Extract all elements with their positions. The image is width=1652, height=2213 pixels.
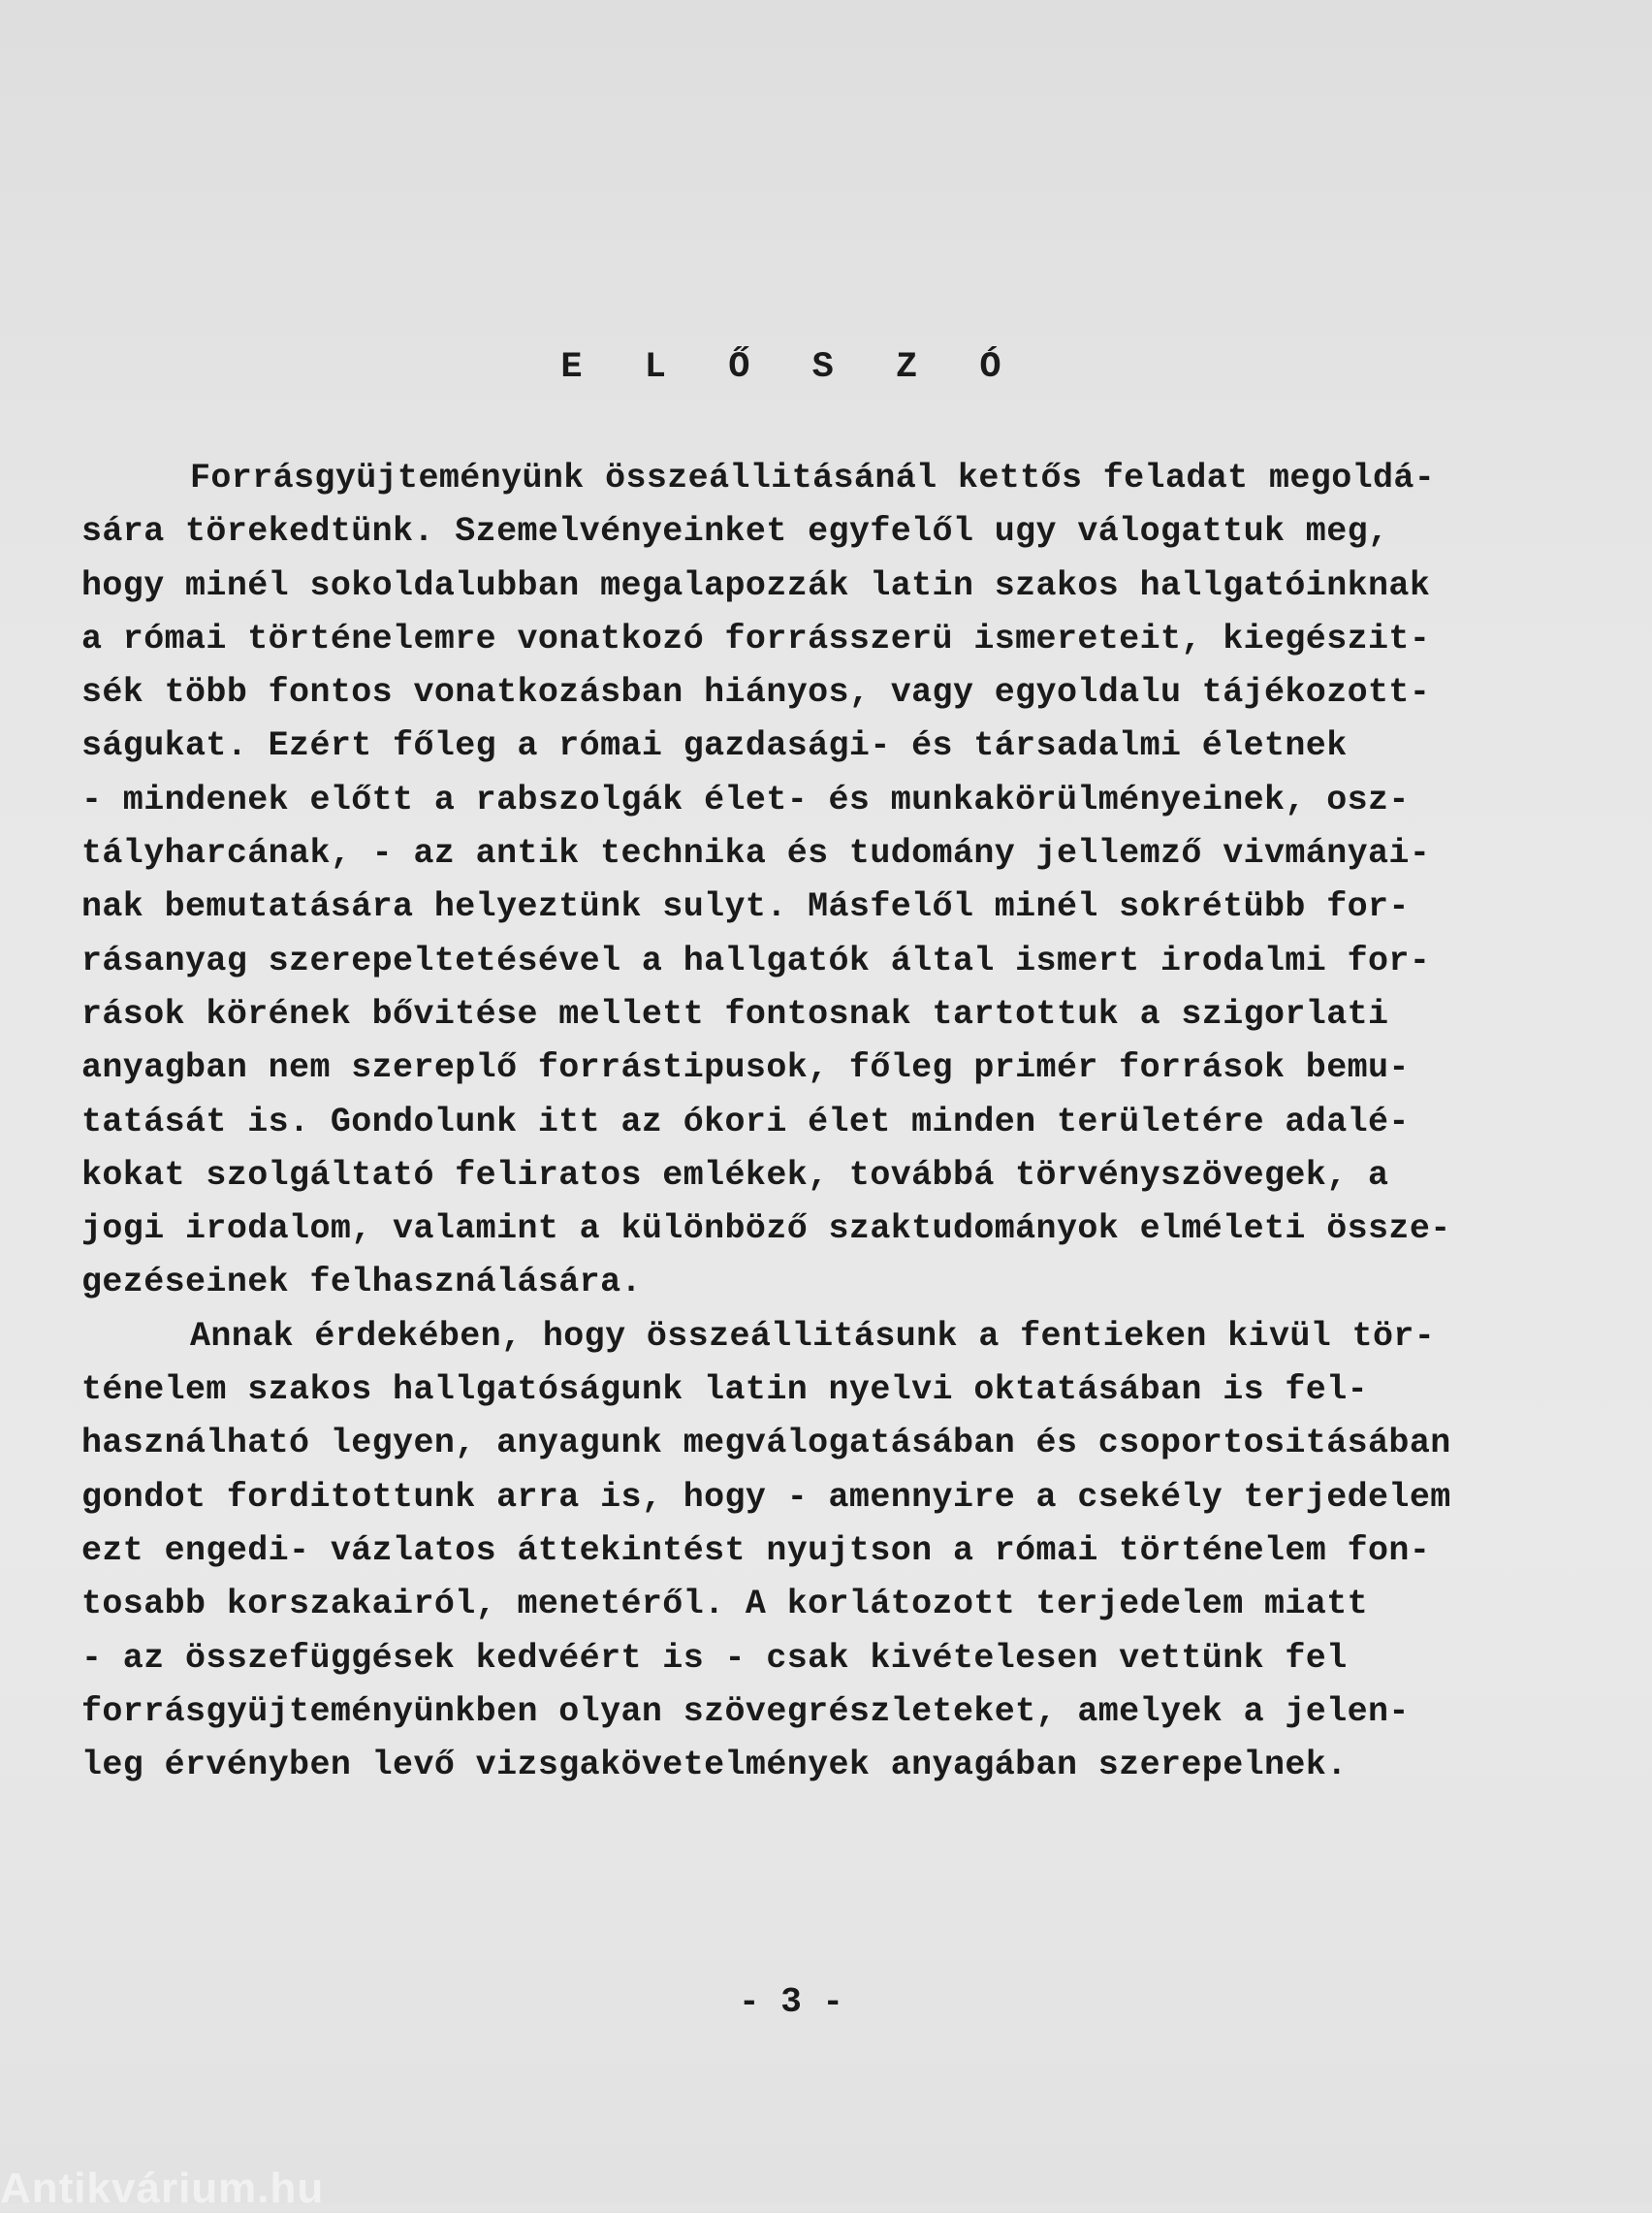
text-line: tatását is. Gondolunk itt az ókori élet minden területére adalé- — [81, 1102, 1410, 1141]
text-line: leg érvényben levő vizsgakövetelmények anyagában szerepelnek. — [81, 1746, 1348, 1785]
text-line: a római történelemre vonatkozó forrásszerü ismereteit, kiegészit- — [81, 619, 1431, 658]
text-line: gondot forditottunk arra is, hogy - amennyire a csekély terjedelem — [81, 1477, 1451, 1517]
text-line: sék több fontos vonatkozásban hiányos, vagy egyoldalu tájékozott- — [81, 673, 1431, 713]
watermark: Antikvárium.hu — [0, 2165, 325, 2212]
text-line: nak bemutatására helyeztünk sulyt. Másfelől minél sokrétübb for- — [81, 887, 1410, 927]
text-line: sára törekedtünk. Szemelvényeinket egyfelől ugy válogattuk meg, — [81, 512, 1389, 552]
text-line: ságukat. Ezért főleg a római gazdasági- és társadalmi életnek — [81, 726, 1348, 766]
text-line: Annak érdekében, hogy összeállitásunk a fentieken kivül tör- — [190, 1316, 1436, 1356]
text-line: kokat szolgáltató feliratos emlékek, továbbá törvényszövegek, a — [81, 1155, 1389, 1195]
text-line: tosabb korszakairól, menetéről. A korlátozott terjedelem miatt — [81, 1585, 1369, 1624]
text-line: rások körének bővitése mellett fontosnak tartottuk a szigorlati — [81, 994, 1389, 1034]
text-line: - az összefüggések kedvéért is - csak kivételesen vettünk fel — [81, 1638, 1348, 1678]
text-line: gezéseinek felhasználására. — [81, 1263, 642, 1302]
text-line: ezt engedi- vázlatos áttekintést nyujtson a római történelem fon- — [81, 1530, 1431, 1570]
text-line: Forrásgyüjteményünk összeállitásánál kettős feladat megoldá- — [190, 459, 1436, 497]
page-number: - 3 - — [738, 1982, 844, 2022]
text-line: ténelem szakos hallgatóságunk latin nyelvi oktatásában is fel- — [81, 1370, 1369, 1410]
text-line: anyagban nem szereplő forrástipusok, főleg primér források bemu- — [81, 1048, 1410, 1088]
text-line: használható legyen, anyagunk megválogatásában és csoportositásában — [81, 1424, 1451, 1463]
text-line: - mindenek előtt a rabszolgák élet- és munkakörülményeinek, osz- — [81, 780, 1410, 819]
text-line: forrásgyüjteményünkben olyan szövegrészleteket, amelyek a jelen- — [81, 1691, 1410, 1731]
text-line: jogi irodalom, valamint a különböző szaktudományok elméleti össze- — [81, 1209, 1451, 1249]
page-title: E L Ő S Z Ó — [560, 347, 1022, 388]
text-line: hogy minél sokoldalubban megalapozzák latin szakos hallgatóinknak — [81, 565, 1431, 605]
text-line: rásanyag szerepeltetésével a hallgatók által ismert irodalmi for- — [81, 941, 1431, 980]
text-line: tályharcának, - az antik technika és tudomány jellemző vivmányai- — [81, 834, 1431, 874]
body-text — [81, 452, 1555, 1792]
